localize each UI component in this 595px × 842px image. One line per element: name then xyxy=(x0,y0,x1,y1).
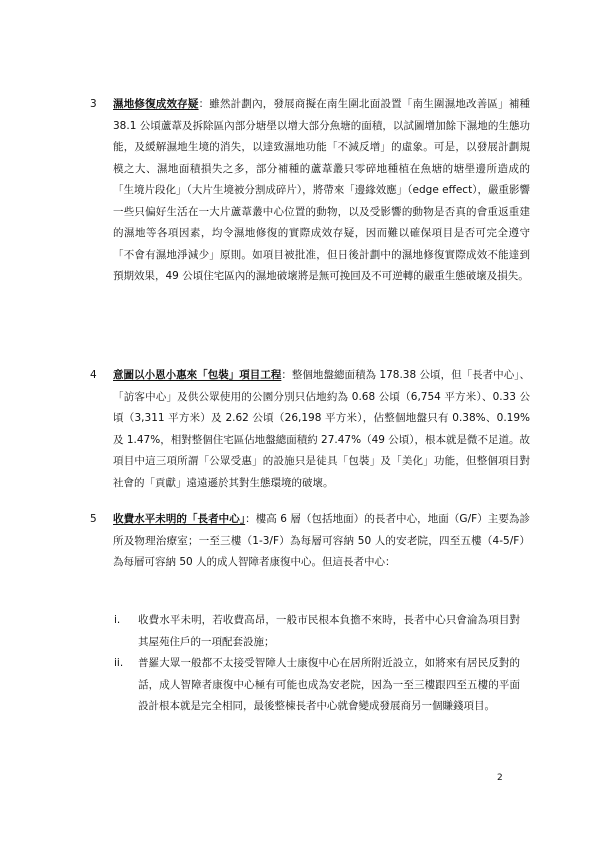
numbered-paragraph-3 xyxy=(90,94,530,288)
page-number: 2 xyxy=(497,773,503,783)
sub-item-text: 普羅大眾一般都不太接受智障人士康復中心在居所附近設立，如將來有居民反對的話，成人智障者康復中心極有可能也成為安老院，因為一至三樓跟四至五樓的平面設計根本就是完全相同，最後整棟長者中心就會變成發展商另一個賺錢項目。 xyxy=(138,657,520,712)
numbered-paragraph-5 xyxy=(90,509,530,574)
paragraph-heading: 意圖以小恩小惠來「包裝」項目工程 xyxy=(113,369,282,381)
paragraph-number: 4 xyxy=(90,369,97,381)
paragraph-heading: 濕地修復成效存疑 xyxy=(113,98,199,110)
paragraph-number: 3 xyxy=(90,98,97,110)
sub-item-ii xyxy=(114,653,520,718)
paragraph-body xyxy=(113,94,530,288)
numbered-paragraph-4 xyxy=(90,365,530,494)
sub-item-marker: i. xyxy=(114,614,121,626)
paragraph-heading: 收費水平未明的「長者中心」 xyxy=(113,513,246,525)
sub-item-marker: ii. xyxy=(114,657,124,669)
paragraph-text: ：樓高 6 層（包括地面）的長者中心，地面（G/F）主要為診所及物理治療室；一至三樓（1-3/F）為每層可容納 50 人的安老院，四至五樓（4-5/F）為每層可容納 50 人的成人智障者康復中心。但這長者中心： xyxy=(113,513,530,568)
paragraph-body xyxy=(113,365,530,494)
sub-item-i xyxy=(114,610,520,653)
paragraph-body xyxy=(113,509,530,574)
paragraph-text: ：雖然計劃內，發展商擬在南生圍北面設置「南生圍濕地改善區」補種 38.1 公頃蘆葦及拆除區內部分塘壆以增大部分魚塘的面積，以試圖增加餘下濕地的生態功能，及緩解濕地生境的消失，以達致濕地功能「不減反增」的虛象。可是，以發展計劃規模之大、濕地面積損失之多，部分補種的蘆葦叢只零碎地種植在魚塘的塘壆邊所造成的「生境片段化」（大片生境被分割成碎片），將帶來「邊緣效應」（edge effect），嚴重影響一些只偏好生活在一大片蘆葦叢中心位置的動物，以及受影響的動物是否真的會重返重建的濕地等各項因素，均令濕地修復的實際成效存疑，因而難以確保項目是否可完全遵守「不會有濕地淨減少」原則。如項目被批准，但日後計劃中的濕地修復實際成效不能達到預期效果，49 公頃住宅區內的濕地破壞將是無可挽回及不可逆轉的嚴重生態破壞及損失。 xyxy=(113,98,531,282)
sub-item-text: 收費水平未明，若收費高昂，一般市民根本負擔不來時，長者中心只會淪為項目對其屋苑住戶的一項配套設施； xyxy=(138,614,520,648)
paragraph-text: ：整個地盤總面積為 178.38 公頃，但「長者中心」、「訪客中心」及供公眾使用的公園分別只佔地約為 0.68 公頃（6,754 平方米）、0.33 公頃（3,311 平方米）及 2.62 公頃（26,198 平方米），佔整個地盤只有 0.38%、0.19%及 1.47%，相對整個住宅區佔地盤總面積約 27.47%（49 公頃），根本就是微不足道。故項目中這三項所謂「公眾受惠」的設施只是徒具「包裝」及「美化」功能，但整個項目對社會的「貢獻」遠遠遜於其對生態環境的破壞。 xyxy=(113,369,531,489)
paragraph-number: 5 xyxy=(90,513,97,525)
